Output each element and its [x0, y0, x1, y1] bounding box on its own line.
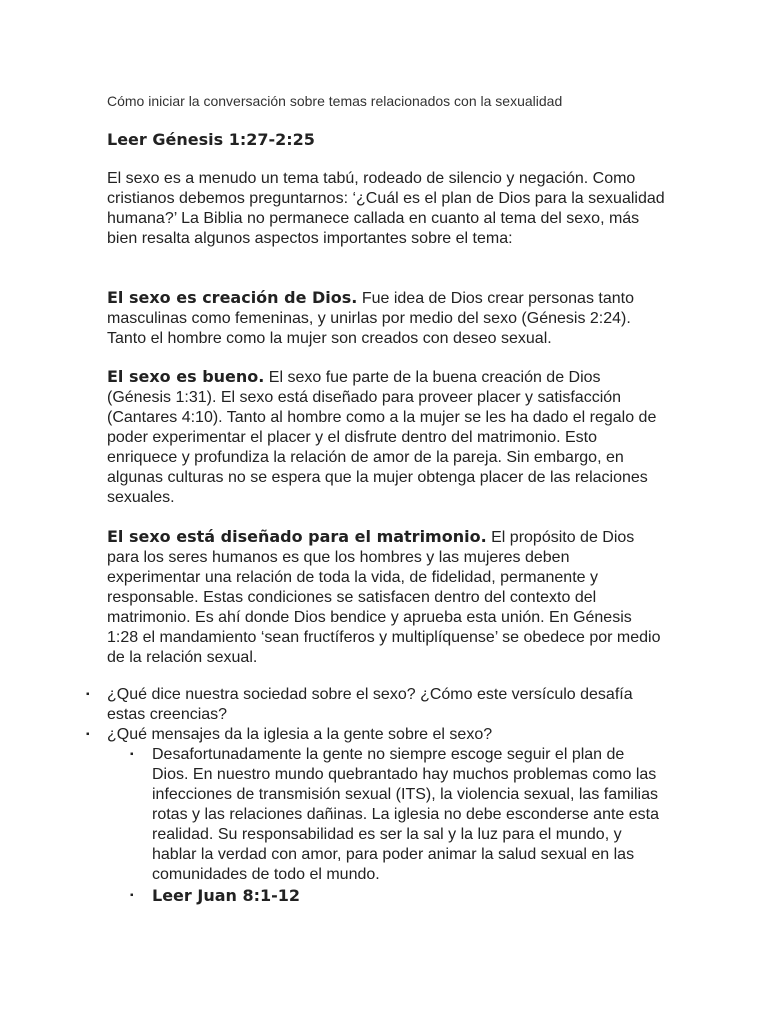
section-text-creation: Fue idea de Dios crear personas tanto masculinas como femeninas, y unirlas por medio del sexo (Génesis 2:24). Tanto el hombre como la mujer son creados con deseo sexual.	[107, 290, 634, 347]
bullet-marker: ▪	[86, 729, 90, 740]
list-item-church: ¿Qué mensajes da la iglesia a la gente sobre el sexo?	[107, 726, 493, 743]
section-lead-marriage: El sexo está diseñado para el matrimonio.	[107, 527, 487, 546]
section-text-marriage: El propósito de Dios para los seres humanos es que los hombres y las mujeres deben experimentar una relación de toda la vida, de fidelidad, permanente y responsable. Estas condiciones se satisfacen dentro del contexto del matrimonio. Es ahí donde Dios bendice y aprueba esta unión. En Génesis 1:28 el mandamiento ‘sean fructíferos y multiplíquense’ se obedece por medio de la relación sexual.	[107, 529, 661, 666]
section-text-good: El sexo fue parte de la buena creación de Dios (Génesis 1:31). El sexo está diseñado para proveer placer y satisfacción (Cantares 4:10). Tanto al hombre como a la mujer se les ha dado el regalo de poder experimentar el placer y el disfrute dentro del matrimonio. Esto enriquece y profundiza la relación de amor de la pareja. Sin embargo, en algunas culturas no se espera que la mujer obtenga placer de las relaciones sexuales.	[107, 369, 657, 506]
bullet-marker: ▪	[86, 689, 90, 700]
section-heading: Leer Génesis 1:27-2:25	[107, 130, 315, 149]
intro-paragraph: El sexo es a menudo un tema tabú, rodeado de silencio y negación. Como cristianos debemos preguntarnos: ‘¿Cuál es el plan de Dios para la sexualidad humana?’ La Biblia no permanece callada en cuanto al tema del sexo, más bien resalta algunos aspectos importantes sobre el tema:	[107, 170, 665, 247]
sub-list-item-unfortunately: Desafortunadamente la gente no siempre escoge seguir el plan de Dios. En nuestro mundo quebrantado hay muchos problemas como las infecciones de transmisión sexual (ITS), la violencia sexual, las familias rotas y las relaciones dañinas. La iglesia no debe esconderse ante esta realidad. Su responsabilidad es ser la sal y la luz para el mundo, y hablar la verdad con amor, para poder animar la salud sexual en las comunidades de todo el mundo.	[152, 746, 659, 883]
section-lead-creation: El sexo es creación de Dios.	[107, 288, 358, 307]
list-item-society: ¿Qué dice nuestra sociedad sobre el sexo? ¿Cómo este versículo desafía estas creencias?	[107, 686, 633, 723]
sub-bullet-marker: ▪	[130, 890, 134, 901]
section-lead-good: El sexo es bueno.	[107, 367, 265, 386]
section-paragraph-creation	[107, 288, 667, 349]
document-subtitle: Cómo iniciar la conversación sobre temas relacionados con la sexualidad	[107, 93, 563, 109]
sub-list-item-read-john: Leer Juan 8:1-12	[152, 886, 301, 905]
section-paragraph-good	[107, 367, 667, 508]
sub-bullet-marker: ▪	[130, 749, 134, 760]
section-paragraph-marriage	[107, 527, 667, 668]
